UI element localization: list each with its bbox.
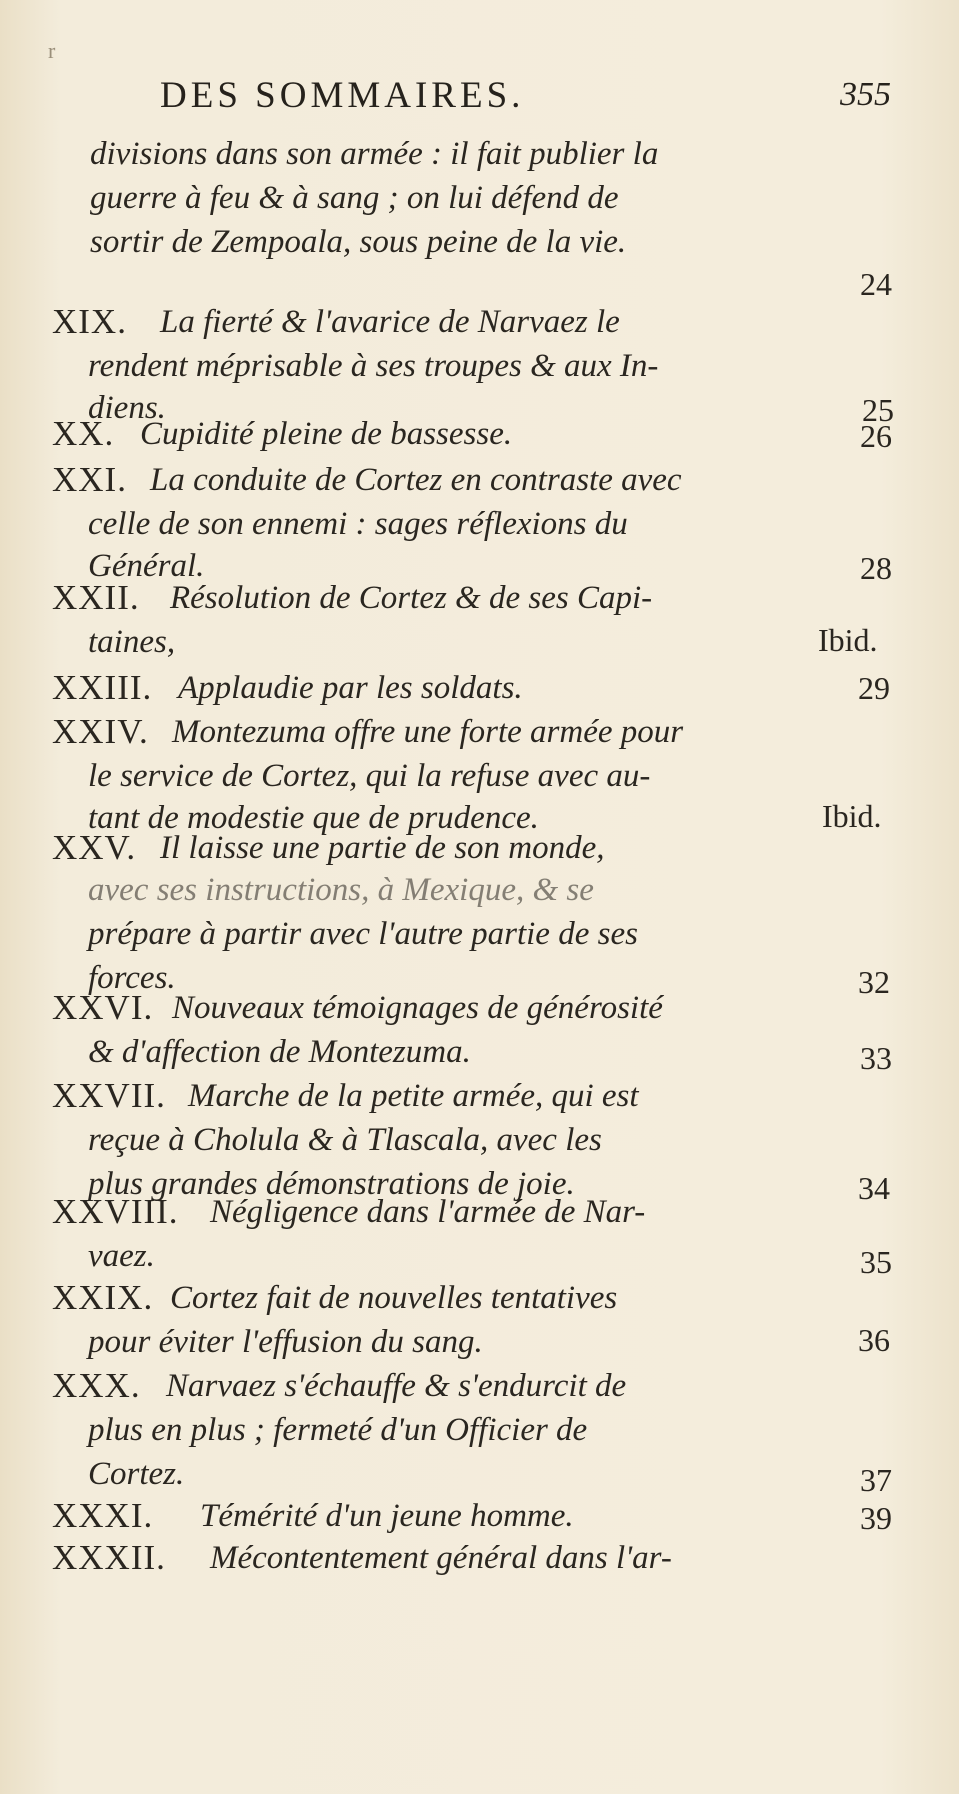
entry-line: Mécontentement général dans l'ar- (210, 1540, 672, 1576)
entry-line: pour éviter l'effusion du sang. (88, 1324, 483, 1360)
entry-line: & d'affection de Montezuma. (88, 1034, 471, 1070)
entry-line: rendent méprisable à ses troupes & aux In- (88, 348, 659, 384)
page-reference: 32 (858, 964, 890, 1000)
chapter-number: XIX. (52, 302, 127, 341)
entry-line: Résolution de Cortez & de ses Capi- (170, 580, 653, 616)
entry-line: Cortez. (88, 1456, 185, 1492)
entry-line: forces. (88, 960, 176, 996)
page-reference: 26 (860, 418, 892, 454)
entry-line: taines, (88, 624, 176, 660)
page-reference: 25 (862, 392, 894, 428)
entry-line: prépare à partir avec l'autre partie de ses (88, 916, 638, 952)
entry-line: le service de Cortez, qui la refuse avec au- (88, 758, 651, 794)
entry-line: Marche de la petite armée, qui est (188, 1078, 639, 1114)
entry-line: Applaudie par les soldats. (178, 670, 523, 706)
entry-line: La fierté & l'avarice de Narvaez le (160, 304, 620, 340)
entry-line: Il laisse une partie de son monde, (160, 830, 605, 866)
chapter-number: XXIII. (52, 668, 153, 707)
chapter-number: XX. (52, 414, 115, 453)
page-reference: 37 (860, 1462, 892, 1498)
entry-line: Montezuma offre une forte armée pour (172, 714, 684, 750)
chapter-number: XXV. (52, 828, 137, 867)
entry-line: Général. (88, 548, 205, 584)
entry-line: guerre à feu & à sang ; on lui défend de (90, 180, 619, 216)
entry-line: diens. (88, 390, 166, 426)
entry-line: tant de modestie que de prudence. (88, 800, 539, 836)
page-reference: 36 (858, 1322, 890, 1358)
entry-line: Cortez fait de nouvelles tentatives (170, 1280, 618, 1316)
entry-line: sortir de Zempoala, sous peine de la vie. (90, 224, 627, 260)
chapter-number: XXX. (52, 1366, 141, 1405)
entry-line: divisions dans son armée : il fait publier la (90, 136, 659, 172)
chapter-number: XXVI. (52, 988, 154, 1027)
page-reference: 28 (860, 550, 892, 586)
entry-line: Nouveaux témoignages de générosité (172, 990, 663, 1026)
page-reference: 33 (860, 1040, 892, 1076)
chapter-number: XXII. (52, 578, 140, 617)
entry-line: reçue à Cholula & à Tlascala, avec les (88, 1122, 602, 1158)
chapter-number: XXIX. (52, 1278, 154, 1317)
entry-line: La conduite de Cortez en contraste avec (150, 462, 682, 498)
entry-line: Cupidité pleine de bassesse. (140, 416, 513, 452)
page-reference: 34 (858, 1170, 890, 1206)
page-reference: Ibid. (818, 622, 878, 658)
chapter-number: XXXI. (52, 1496, 154, 1535)
page-number: 355 (840, 76, 891, 113)
chapter-number: XXVIII. (52, 1192, 179, 1231)
page-reference: 39 (860, 1500, 892, 1536)
running-header: DES SOMMAIRES. (160, 75, 525, 116)
entry-line: celle de son ennemi : sages réflexions du (88, 506, 628, 542)
entry-line: Narvaez s'échauffe & s'endurcit de (166, 1368, 627, 1404)
page-reference: 24 (860, 266, 892, 302)
entry-line: Témérité d'un jeune homme. (200, 1498, 574, 1534)
entry-line: Négligence dans l'armée de Nar- (210, 1194, 646, 1230)
chapter-number: XXI. (52, 460, 127, 499)
margin-mark: r (48, 38, 56, 63)
page-reference: 29 (858, 670, 890, 706)
chapter-number: XXVII. (52, 1076, 166, 1115)
page-reference: Ibid. (822, 798, 882, 834)
page-reference: 35 (860, 1244, 892, 1280)
chapter-number: XXIV. (52, 712, 149, 751)
entry-line: plus en plus ; fermeté d'un Officier de (88, 1412, 588, 1448)
entry-line: plus grandes démonstrations de joie. (88, 1166, 575, 1202)
entry-line: vaez. (88, 1238, 155, 1274)
chapter-number: XXXII. (52, 1538, 166, 1577)
entry-line: avec ses instructions, à Mexique, & se (88, 872, 594, 908)
